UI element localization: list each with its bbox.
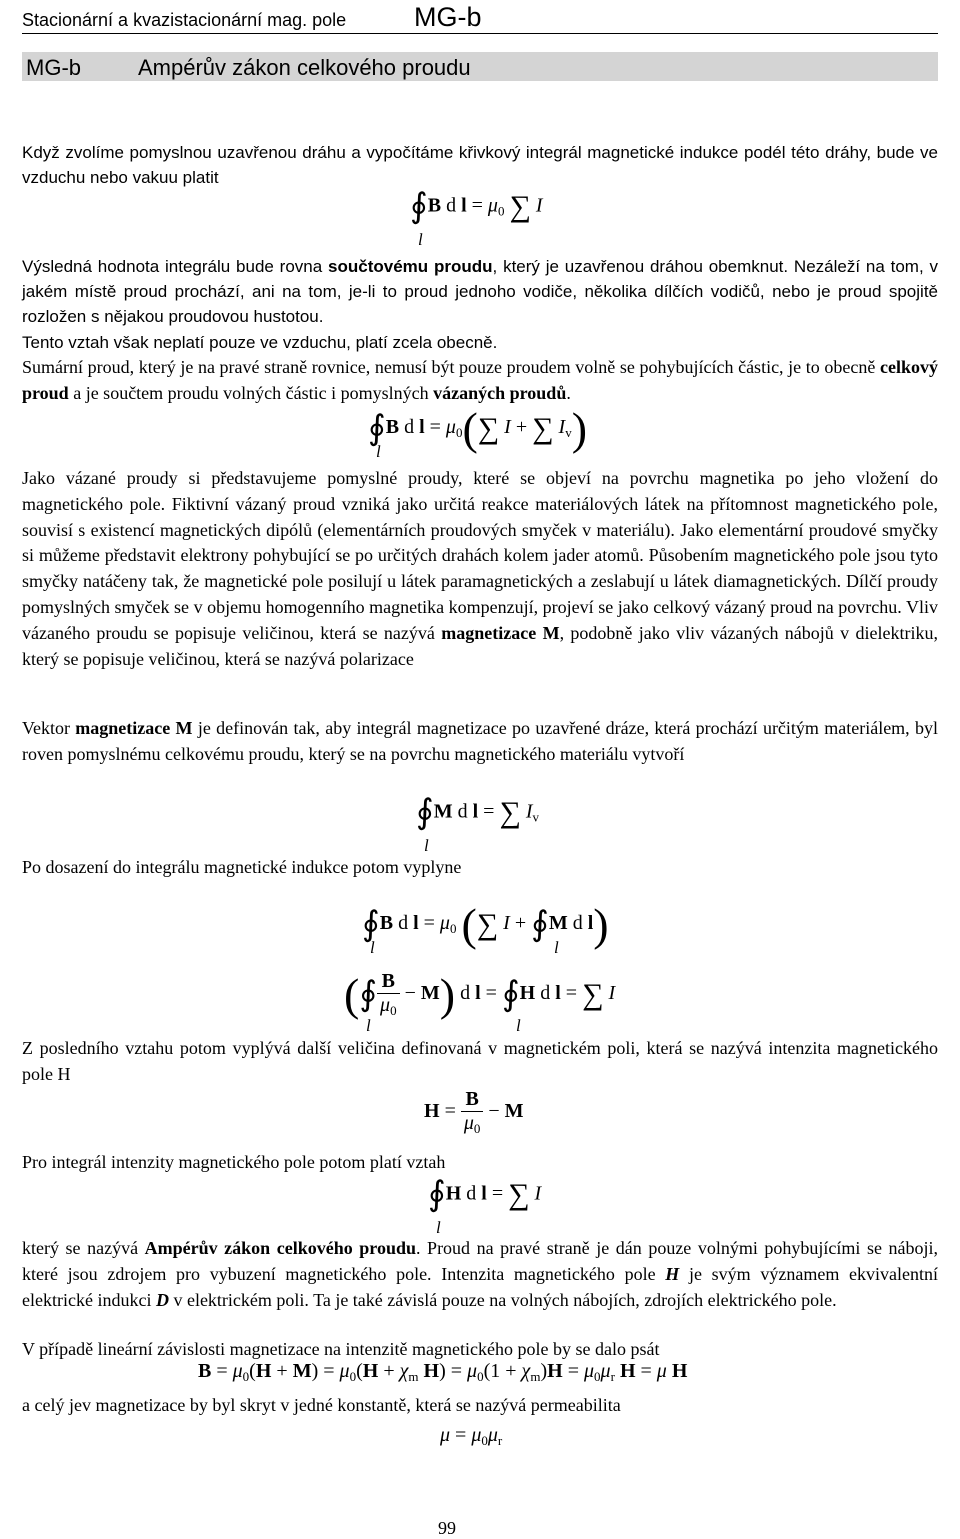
header-code: MG-b [414,2,482,32]
paragraph-ampere: který se nazývá Ampérův zákon celkového proudu. Proud na pravé straně je dán pouze volnými pohybujícími se náboji, které jsou zdrojem pro vybuzení magnetického pole. Intenzita magnetického pole H je svým významem ekvivalentní elektrické indukci D v elektrickém poli. Ta je také závislá pouze na volných nábojích, zdrojích elektrického pole. [22,1238,939,1310]
paragraph-result: Výsledná hodnota integrálu bude rovna součtovému proudu, který je uzavřenou dráhou obemknut. Nezáleží na tom, v jakém místě proud prochází, ani na tom, je-li to proud jednoho vodiče, několika dílčích vodičů, nebo je proud spojitě rozložen s nějakou proudovou hustotou. [22,257,938,326]
section-code: MG-b [26,55,81,80]
paragraph-total-current: Sumární proud, který je na pravé straně rovnice, nemusí být pouze proudem volně se pohybujících částic, je to obecně celkový proud a je součtem proudu volných částic i pomyslných vázaných proudů. [22,357,938,403]
paragraph-magnetization-vector: Vektor magnetizace M je definován tak, aby integrál magnetizace po uzavřené dráze, která prochází určitým materiálem, byl roven pomyslnému celkovému proudu, který se na povrchu magnetického materiálu vytvoří [22,718,938,764]
section-title: Ampérův zákon celkového proudu [138,55,471,80]
equation-linear: $B = \mu_0(H + M) = \mu_0(H + \chi_m$ $H) = \mu_0(1 + \chi_m)H = \mu_0\mu_r$ H = μ H [198,1360,688,1384]
section-heading [22,52,938,81]
paragraph-intensity-integral: Pro integrál intenzity magnetického pole potom platí vztah [22,1152,446,1172]
equation-ampere-law: ∮H d l = ∑ I [428,1176,542,1213]
paragraph-general: Tento vztah však neplatí pouze ve vzduchu, platí zcela obecně. [22,333,498,352]
paragraph-bound-currents: Jako vázané proudy si představujeme pomyslné proudy, které se objeví na povrchu magnetika po jeho vložení do magnetického pole. Fiktivní vázaný proud vzniká jako určitá reakce materiálových látek na přítomnost magnetického pole, souvisí s existencí magnetických dipólů (elementárních proudových smyček v materiálu). Jako elementární proudové smyčky si můžeme představit elektrony pohybující se po určitých drahách kolem jader atomů. Působením magnetického pole jsou tyto smyčky natáčeny tak, že magnetické pole posilují u látek paramagnetických a zeslabují u látek diamagnetických. Dílčí proudy pomyslných smyček se v objemu homogenního magnetika kompenzují, projeví se jako celkový vázaný proud na povrchu. Vliv vázaného proudu se popisuje veličinou, která se nazývá magnetizace M, podobně jako vliv vázaných nábojů v dielektriku, který se popisuje veličinou, která se nazývá polarizace [22,468,938,669]
equation-magnetization: ∮M d l = ∑ $I_v$ [416,794,540,831]
page-number: 99 [438,1518,456,1538]
equation-substituted: ∮B d $l = \mu_0$ (∑ I + ∮M d l) [362,899,609,950]
paragraph-linear: V případě lineární závislosti magnetizace na intenzitě magnetického pole by se dalo psát [22,1339,660,1359]
page-header [22,4,938,34]
paragraph-intro: Když zvolíme pomyslnou uzavřenou dráhu a vypočítáme křivkový integrál magnetické indukce podél této dráhy, bude ve vzduchu nebo vakuu platit [22,143,938,187]
equation-intensity-definition: H = $\frac{B}{\mu_0}$ − M [424,1088,524,1136]
equation-vacuum: ∮B d $l = \mu_0$ ∑ I [410,188,543,225]
paragraph-intensity: Z posledního vztahu potom vyplývá další veličina definovaná v magnetickém poli, která se nazývá intenzita magnetického pole H [22,1038,938,1084]
equation-total-current: ∮B d $l = \mu_0(\sum$ I + ∑ $I_v$) [368,403,588,454]
paragraph-substitution: Po dosazení do integrálu magnetické indukce potom vyplyne [22,857,462,877]
paragraph-permeability: a celý jev magnetizace by byl skryt v jedné konstantě, která se nazývá permeabilita [22,1395,621,1415]
header-title: Stacionární a kvazistacionární mag. pole [22,10,347,30]
equation-permeability: $\mu = \mu_0\mu_r$ [440,1424,503,1448]
equation-rearranged: (∮ $\frac{B}{\mu_0}$ − M) d l = ∮H d l = ∑ I [344,969,616,1020]
